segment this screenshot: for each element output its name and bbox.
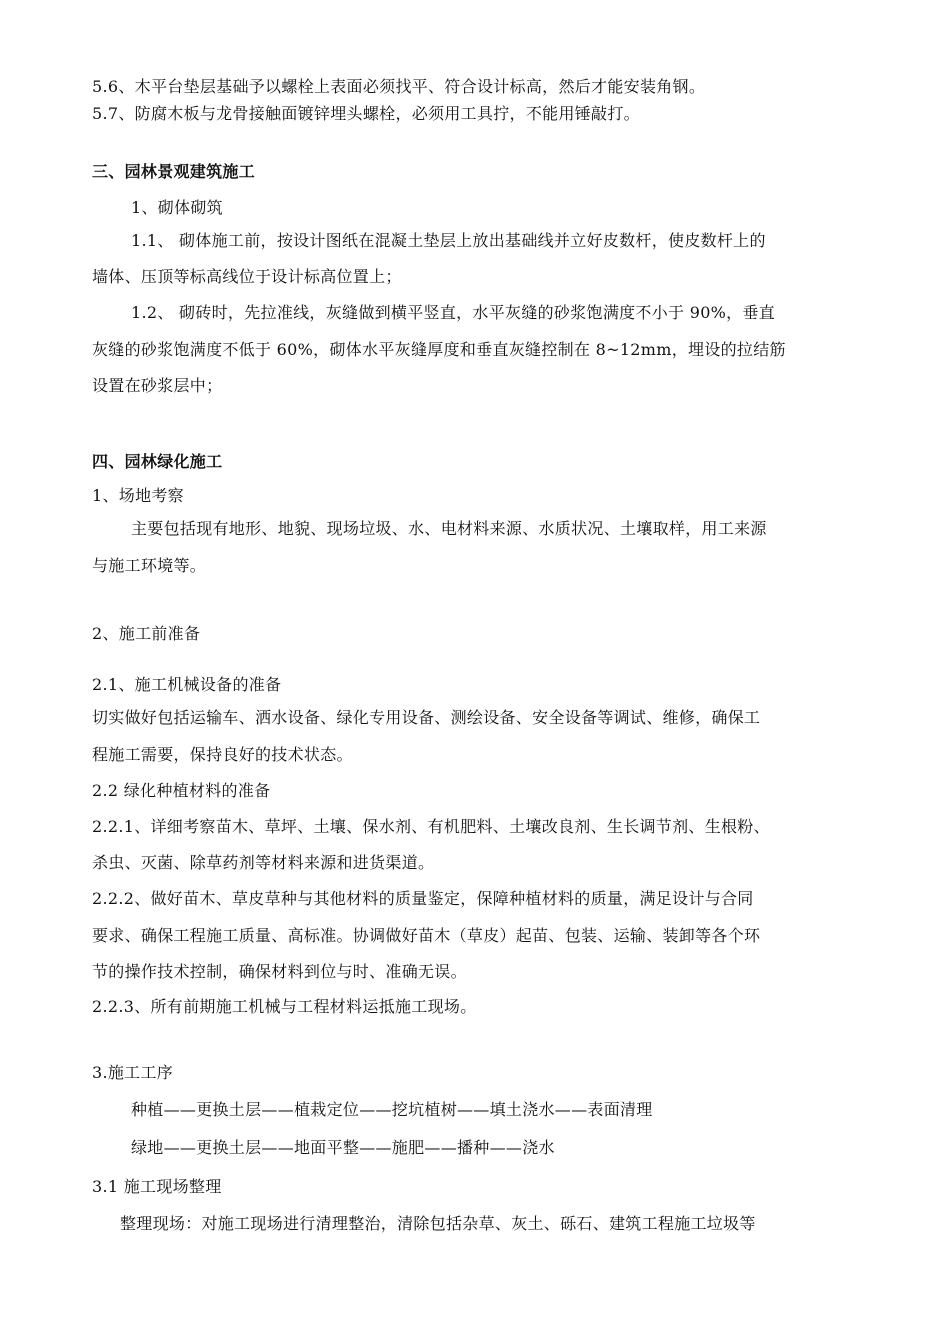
subsection-heading: 1、场地考察: [92, 486, 184, 505]
text-line: 主要包括现有地形、地貌、现场垃圾、水、电材料来源、水质状况、土壤取样，用工来源: [131, 519, 767, 538]
text-line: 墙体、压顶等标高线位于设计标高位置上；: [92, 267, 402, 286]
subsection-heading: 2.2 绿化种植材料的准备: [92, 781, 271, 800]
subsection-heading: 3.施工工序: [92, 1063, 174, 1082]
text-line: 灰缝的砂浆饱满度不低于 60%，砌体水平灰缝厚度和垂直灰缝控制在 8~12mm，埋设的拉结筋: [92, 340, 786, 359]
text-line: 与施工环境等。: [92, 556, 207, 575]
text-line: 5.7、防腐木板与龙骨接触面镀锌埋头螺栓，必须用工具拧，不能用锤敲打。: [92, 104, 640, 123]
text-line: 2.2.2、做好苗木、草皮草种与其他材料的质量鉴定，保障种植材料的质量，满足设计与合同: [92, 889, 754, 908]
text-line: 绿地——更换土层——地面平整——施肥——播种——浇水: [131, 1138, 555, 1157]
text-line: 要求、确保工程施工质量、高标准。协调做好苗木（草皮）起苗、包装、运输、装卸等各个环: [92, 926, 761, 945]
text-line: 2.2.3、所有前期施工机械与工程材料运抵施工现场。: [92, 997, 477, 1016]
text-line: 节的操作技术控制，确保材料到位与时、准确无误。: [92, 962, 467, 981]
text-line: 设置在砂浆层中；: [92, 376, 223, 395]
subsection-heading: 3.1 施工现场整理: [92, 1177, 222, 1196]
text-line: 种植——更换土层——植栽定位——挖坑植树——填土浇水——表面清理: [131, 1100, 653, 1119]
subsection-heading: 2、施工前准备: [92, 624, 201, 643]
text-line: 杀虫、灭菌、除草药剂等材料来源和进货渠道。: [92, 853, 435, 872]
subsection-heading: 2.1、施工机械设备的准备: [92, 675, 282, 694]
text-line: 1.1、 砌体施工前，按设计图纸在混凝土垫层上放出基础线并立好皮数杆，使皮数杆上的: [131, 231, 766, 250]
text-line: 程施工需要，保持良好的技术状态。: [92, 745, 353, 764]
text-line: 2.2.1、详细考察苗木、草坪、土壤、保水剂、有机肥料、土壤改良剂、生长调节剂、生根粉、: [92, 817, 770, 836]
text-line: 切实做好包括运输车、洒水设备、绿化专用设备、测绘设备、安全设备等调试、维修，确保工: [92, 708, 761, 727]
text-line: 1.2、 砌砖时，先拉准线，灰缝做到横平竖直，水平灰缝的砂浆饱满度不小于 90%，垂直: [131, 303, 776, 322]
subsection-heading: 1、砌体砌筑: [131, 198, 223, 217]
section-heading: 四、园林绿化施工: [92, 452, 223, 471]
section-heading: 三、园林景观建筑施工: [92, 162, 256, 181]
text-line: 整理现场：对施工现场进行清理整治，清除包括杂草、灰土、砾石、建筑工程施工垃圾等: [120, 1214, 756, 1233]
text-line: 5.6、木平台垫层基础予以螺栓上表面必须找平、符合设计标高，然后才能安装角钢。: [92, 77, 706, 96]
